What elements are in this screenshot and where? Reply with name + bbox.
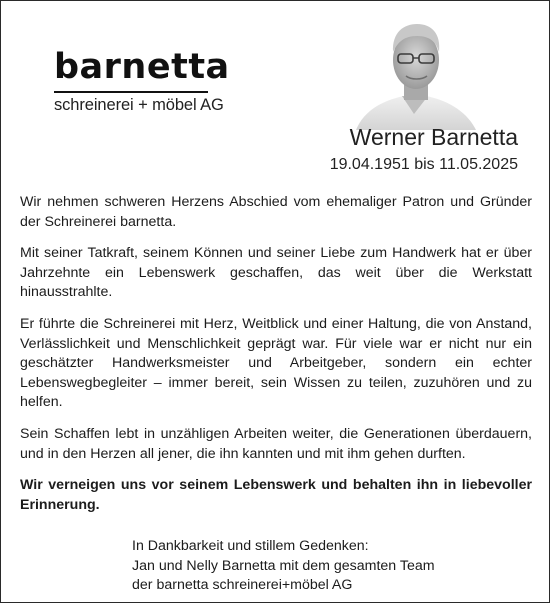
signature-line: In Dankbarkeit und stillem Gedenken: — [132, 538, 369, 554]
signature-block — [132, 537, 435, 596]
paragraph: Er führte die Schreinerei mit Herz, Weitblick und einer Haltung, die von Anstand, Verlässlichkeit und Menschlichkeit geprägt war. Für viele war er nicht nur ein geschätzter Handwerksmeister und Arbeitgeber, sondern ein echter Lebenswegbegleiter – immer bereit, sein Wissen zu teilen, zuzuhören und zu helfen. — [20, 315, 532, 411]
paragraph: Mit seiner Tatkraft, seinem Können und seiner Liebe zum Handwerk hat er über Jahrzehnte ein Lebenswerk geschaffen, das weit über die Werkstatt hinausstrahlte. — [20, 245, 532, 301]
logo-subtitle: schreinerei + möbel AG — [54, 96, 224, 114]
signature-line: Jan und Nelly Barnetta mit dem gesamten Team — [132, 557, 435, 574]
paragraph: Sein Schaffen lebt in unzähligen Arbeiten weiter, die Generationen überdauern, und in den Herzen all jener, die ihn kannten und mit ihm gehen durften. — [20, 425, 532, 462]
closing-statement: Wir verneigen uns vor seinem Lebenswerk und behalten ihn in liebevoller Erinnerung. — [20, 477, 532, 513]
notice-body — [20, 193, 532, 527]
life-dates: 19.04.1951 bis 11.05.2025 — [329, 156, 518, 173]
logo-divider — [54, 91, 208, 93]
deceased-name: Werner Barnetta — [349, 124, 518, 150]
logo-wordmark: barnetta — [54, 47, 230, 87]
portrait-photo — [348, 14, 482, 130]
company-logo — [54, 48, 230, 115]
signature-line: der barnetta schreinerei+möbel AG — [132, 577, 353, 594]
paragraph: Wir nehmen schweren Herzens Abschied vom ehemaliger Patron und Gründer der Schreinerei barnetta. — [20, 194, 532, 230]
